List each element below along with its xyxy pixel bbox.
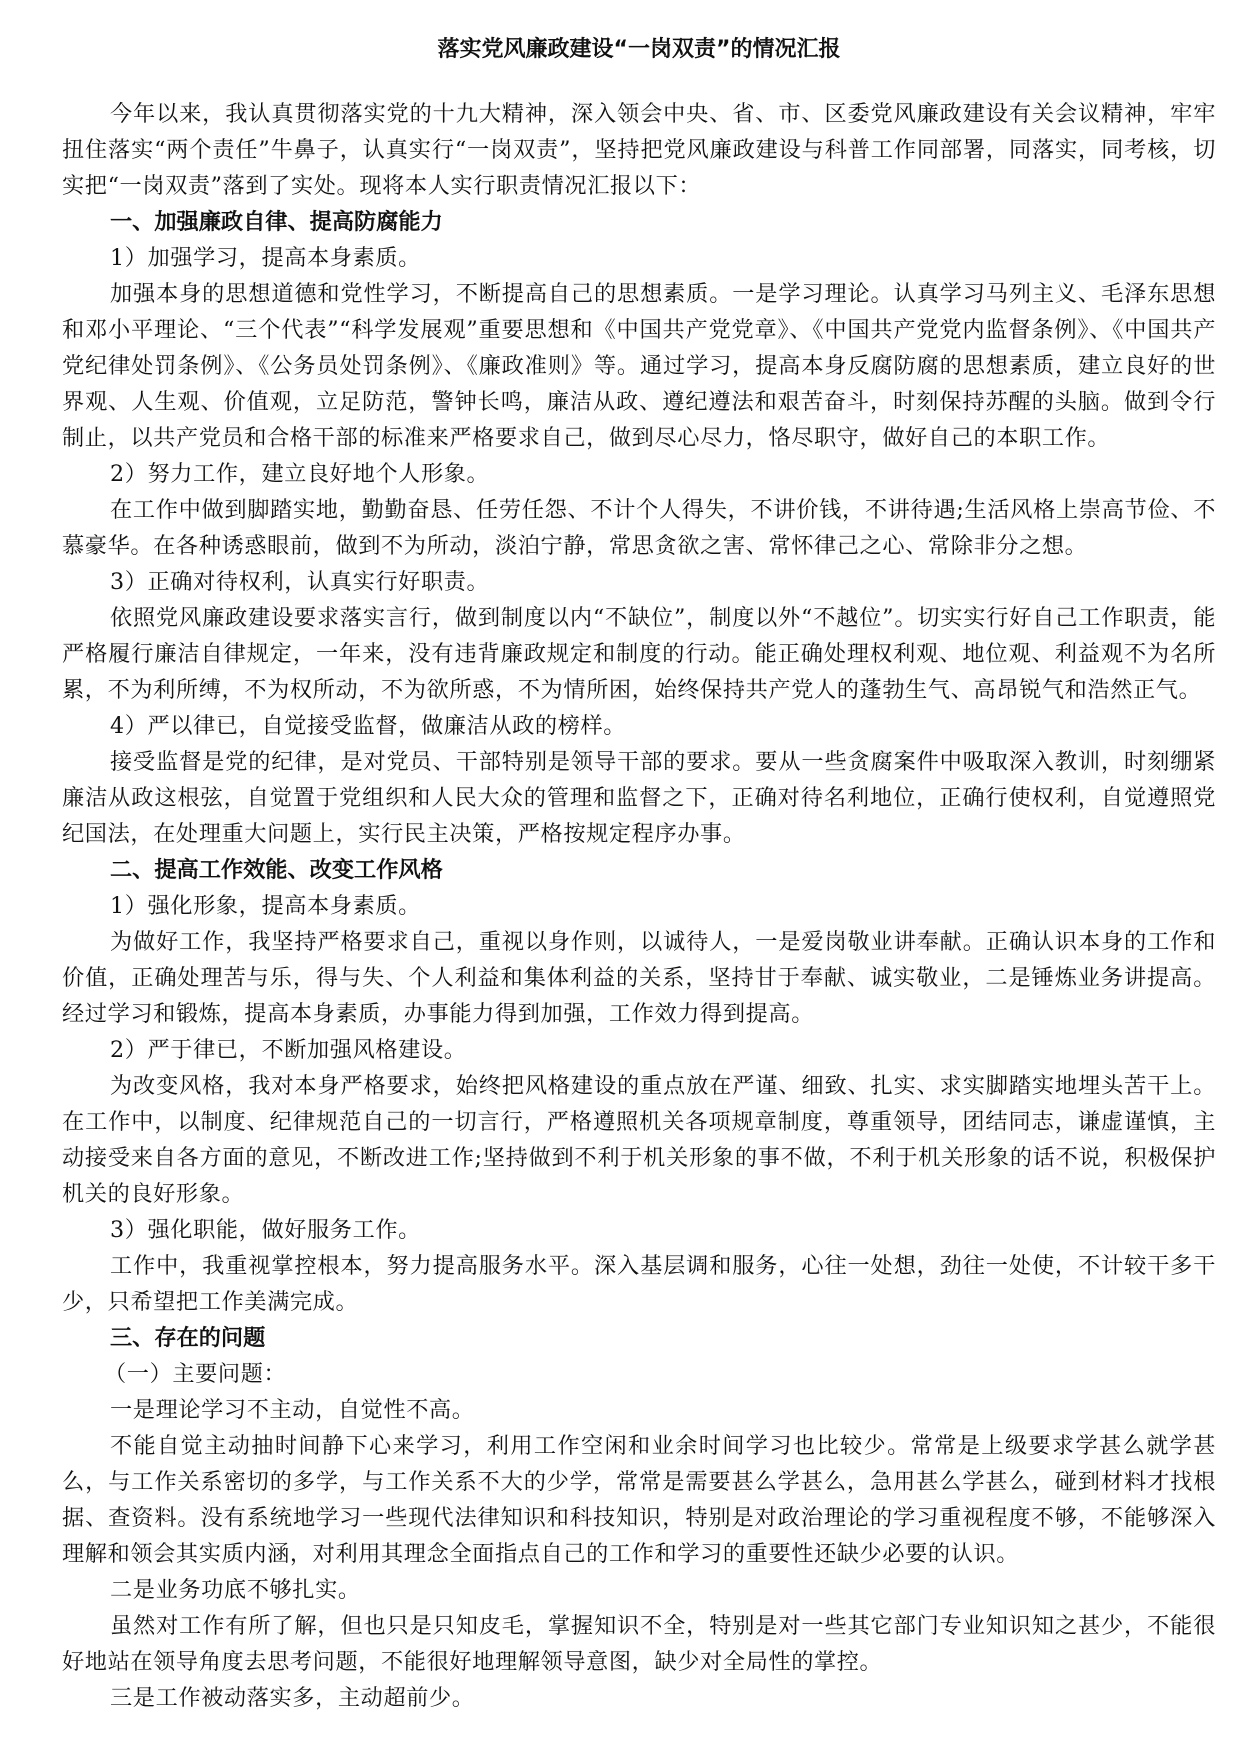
paragraph: 接受监督是党的纪律，是对党员、干部特别是领导干部的要求。要从一些贪腐案件中吸取深入教训，时刻绷紧廉洁从政这根弦，自觉置于党组织和人民大众的管理和监督之下，正确对待名利地位，正确行使权利，自觉遵照党纪国法，在处理重大问题上，实行民主决策，严格按规定程序办事。 <box>62 749 1216 847</box>
subheading: 4）严以律已，自觉接受监督，做廉洁从政的榜样。 <box>110 713 627 739</box>
paragraph: 为改变风格，我对本身严格要求，始终把风格建设的重点放在严谨、细致、扎实、求实脚踏实地埋头苦干上。在工作中，以制度、纪律规范自己的一切言行，严格遵照机关各项规章制度，尊重领导，团结同志，谦虚谨慎，主动接受来自各方面的意见，不断改进工作;坚持做到不利于机关形象的事不做，不利于机关形象的话不说，积极保护机关的良好形象。 <box>62 1073 1216 1207</box>
section-heading: 三、存在的问题 <box>110 1325 266 1351</box>
subheading: 一是理论学习不主动，自觉性不高。 <box>110 1397 475 1423</box>
section-heading: 二、提高工作效能、改变工作风格 <box>110 857 443 883</box>
paragraph: 依照党风廉政建设要求落实言行，做到制度以内“不缺位”，制度以外“不越位”。切实实行好自己工作职责，能严格履行廉洁自律规定，一年来，没有违背廉政规定和制度的行动。能正确处理权利观、地位观、利益观不为名所累，不为利所缚，不为权所动，不为欲所惑，不为情所困，始终保持共产党人的蓬勃生气、高昂锐气和浩然正气。 <box>62 605 1216 703</box>
subheading: 2）严于律已，不断加强风格建设。 <box>110 1037 467 1063</box>
section-2 <box>62 852 1216 1320</box>
subheading: 三是工作被动落实多，主动超前少。 <box>110 1685 475 1711</box>
subheading: 1）加强学习，提高本身素质。 <box>110 245 421 271</box>
subheading: 2）努力工作，建立良好地个人形象。 <box>110 461 490 487</box>
subsection-label: （一）主要问题： <box>104 1361 287 1387</box>
section-1 <box>62 204 1216 852</box>
paragraph: 不能自觉主动抽时间静下心来学习，利用工作空闲和业余时间学习也比较少。常常是上级要求学甚么就学甚么，与工作关系密切的多学，与工作关系不大的少学，常常是需要甚么学甚么，急用甚么学甚么，碰到材料才找根据、查资料。没有系统地学习一些现代法律知识和科技知识，特别是对政治理论的学习重视程度不够，不能够深入理解和领会其实质内涵，对利用其理念全面指点自己的工作和学习的重要性还缺少必要的认识。 <box>62 1433 1216 1567</box>
section-3 <box>62 1320 1216 1716</box>
document-page <box>62 32 1216 1716</box>
paragraph: 虽然对工作有所了解，但也只是只知皮毛，掌握知识不全，特别是对一些其它部门专业知识知之甚少，不能很好地站在领导角度去思考问题，不能很好地理解领导意图，缺少对全局性的掌控。 <box>62 1613 1216 1675</box>
paragraph: 在工作中做到脚踏实地，勤勤奋恳、任劳任怨、不计个人得失，不讲价钱，不讲待遇;生活风格上崇高节俭、不慕豪华。在各种诱惑眼前，做到不为所动，淡泊宁静，常思贪欲之害、常怀律己之心、常除非分之想。 <box>62 497 1216 559</box>
paragraph: 为做好工作，我坚持严格要求自己，重视以身作则，以诚待人，一是爱岗敬业讲奉献。正确认识本身的工作和价值，正确处理苦与乐，得与失、个人利益和集体利益的关系，坚持甘于奉献、诚实敬业，二是锤炼业务讲提高。经过学习和锻炼，提高本身素质，办事能力得到加强，工作效力得到提高。 <box>62 929 1216 1027</box>
paragraph: 加强本身的思想道德和党性学习，不断提高自己的思想素质。一是学习理论。认真学习马列主义、毛泽东思想和邓小平理论、“三个代表”“科学发展观”重要思想和《中国共产党党章》、《中国共产党党内监督条例》、《中国共产党纪律处罚条例》、《公务员处罚条例》、《廉政准则》等。通过学习，提高本身反腐防腐的思想素质，建立良好的世界观、人生观、价值观，立足防范，警钟长鸣，廉洁从政、遵纪遵法和艰苦奋斗，时刻保持苏醒的头脑。做到令行制止，以共产党员和合格干部的标准来严格要求自己，做到尽心尽力，恪尽职守，做好自己的本职工作。 <box>62 281 1216 451</box>
paragraph: 工作中，我重视掌控根本，努力提高服务水平。深入基层调和服务，心往一处想，劲往一处使，不计较干多干少，只希望把工作美满完成。 <box>62 1253 1216 1315</box>
subheading: 1）强化形象，提高本身素质。 <box>110 893 421 919</box>
subheading: 二是业务功底不够扎实。 <box>110 1577 361 1603</box>
subheading: 3）正确对待权利，认真实行好职责。 <box>110 569 490 595</box>
section-heading: 一、加强廉政自律、提高防腐能力 <box>110 209 443 235</box>
intro-paragraph: 今年以来，我认真贯彻落实党的十九大精神，深入领会中央、省、市、区委党风廉政建设有关会议精神，牢牢扭住落实“两个责任”牛鼻子，认真实行“一岗双责”，坚持把党风廉政建设与科普工作同部署，同落实，同考核，切实把“一岗双责”落到了实处。现将本人实行职责情况汇报以下： <box>62 101 1216 199</box>
subheading: 3）强化职能，做好服务工作。 <box>110 1217 421 1243</box>
document-title: 落实党风廉政建设“一岗双责”的情况汇报 <box>437 37 841 62</box>
